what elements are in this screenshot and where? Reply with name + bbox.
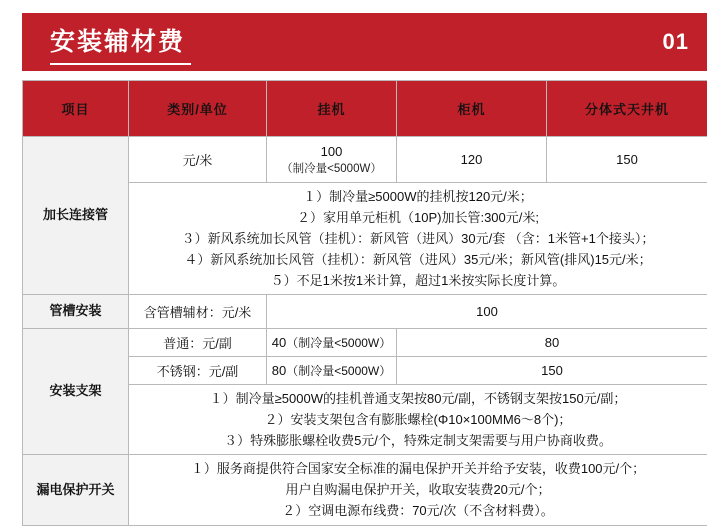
note-line: ４）新风系统加长风管（挂机）：新风管（进风）35元/米；新风管(排风)15元/米；	[133, 249, 703, 270]
note-line: １）服务商提供符合国家安全标准的漏电保护开关并给予安装，收费100元/个；	[133, 458, 703, 479]
note-line: ２）空调电源布线费：70元/次（不含材料费）。	[133, 500, 703, 521]
table-row	[23, 455, 707, 525]
cell-extension-unit: 元/米	[129, 137, 267, 183]
column-header-cabinet: 柜机	[397, 81, 547, 137]
value-text: 80	[272, 363, 286, 378]
installation-fee-table	[22, 80, 707, 526]
column-header-item: 项目	[23, 81, 129, 137]
cell-extension-cabinet: 120	[397, 137, 547, 183]
table-row	[23, 137, 707, 183]
column-header-wall-mounted: 挂机	[267, 81, 397, 137]
fee-table-wrapper	[22, 80, 707, 522]
note-line: 用户自购漏电保护开关，收取安装费20元/个；	[133, 479, 703, 500]
note-line: ３）特殊膨胀螺栓收费5元/个，特殊定制支架需要与用户协商收费。	[133, 430, 703, 451]
table-body	[23, 137, 707, 526]
table-header-row	[23, 81, 707, 137]
note-line: ２）安装支架包含有膨胀螺栓(Φ10×100MM6～8个)；	[133, 409, 703, 430]
row-label-extension-pipe: 加长连接管	[23, 137, 129, 295]
value-text: 100	[321, 144, 343, 159]
note-line: ３）新风系统加长风管（挂机）：新风管（进风）30元/套 （含：1米管+1个接头）；	[133, 228, 703, 249]
cell-leakage-notes	[129, 455, 707, 525]
table-row	[23, 295, 707, 329]
cell-extension-wallmounted	[267, 137, 397, 183]
column-header-split-ceiling: 分体式天井机	[547, 81, 707, 137]
cell-duct-unit: 含管槽辅材：元/米	[129, 295, 267, 329]
note-line: ５）不足1米按1米计算，超过1米按实际长度计算。	[133, 270, 703, 291]
value-subtext: （制冷量<5000W）	[286, 364, 391, 378]
cell-duct-price: 100	[267, 295, 707, 329]
row-label-leakage-switch: 漏电保护开关	[23, 455, 129, 525]
cell-bracket-normal-unit: 普通：元/副	[129, 329, 267, 357]
note-line: １）制冷量≥5000W的挂机普通支架按80元/副，不锈钢支架按150元/副；	[133, 388, 703, 409]
cell-bracket-notes	[129, 385, 707, 455]
value-text: 40	[272, 335, 286, 350]
column-header-category-unit: 类别/单位	[129, 81, 267, 137]
page-title: 安装辅材费	[50, 22, 185, 62]
row-label-duct-install: 管槽安装	[23, 295, 129, 329]
table-row	[23, 329, 707, 357]
page-number-badge: 01	[663, 29, 689, 55]
value-subtext: （制冷量<5000W）	[286, 336, 391, 350]
cell-bracket-normal-merged: 80	[397, 329, 707, 357]
note-line: １）制冷量≥5000W的挂机按120元/米；	[133, 186, 703, 207]
page-header-banner	[22, 13, 707, 71]
row-label-bracket-install: 安装支架	[23, 329, 129, 455]
cell-bracket-steel-wallmounted	[267, 357, 397, 385]
table-header	[23, 81, 707, 137]
cell-extension-ceiling: 150	[547, 137, 707, 183]
cell-bracket-steel-unit: 不锈钢：元/副	[129, 357, 267, 385]
note-line: ２）家用单元柜机（10P)加长管:300元/米;	[133, 207, 703, 228]
cell-bracket-normal-wallmounted	[267, 329, 397, 357]
cell-bracket-steel-merged: 150	[397, 357, 707, 385]
value-subtext: （制冷量<5000W）	[271, 160, 392, 176]
cell-extension-notes	[129, 183, 707, 295]
